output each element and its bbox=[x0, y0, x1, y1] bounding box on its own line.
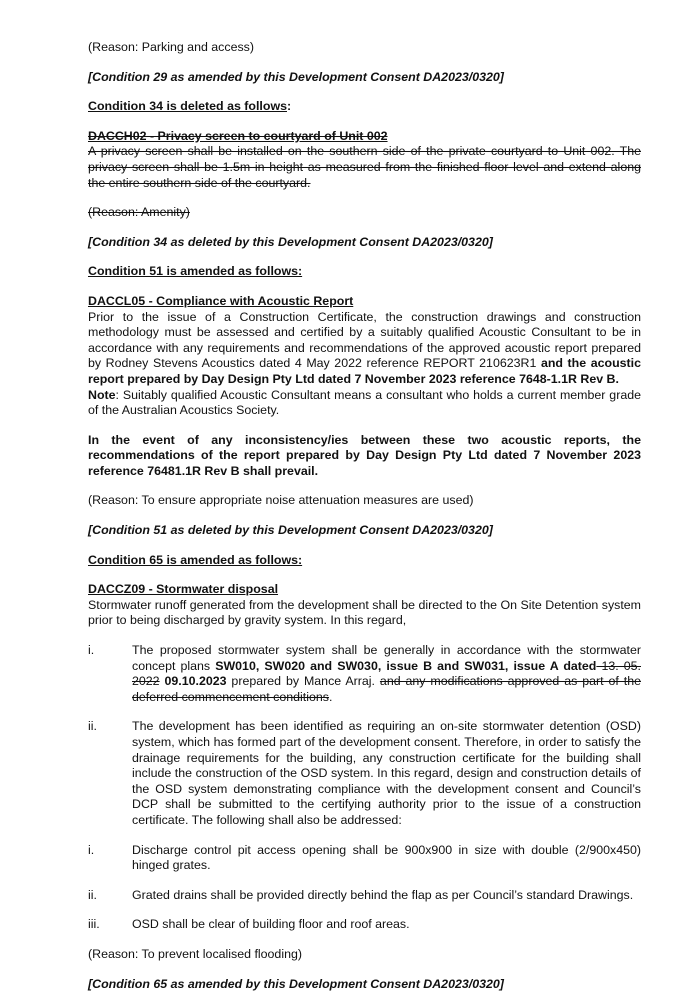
list-item-number: ii. bbox=[88, 887, 97, 902]
inconsistency-clause: In the event of any inconsistency/ies between these two acoustic reports, the recommendations of the report prepared by Day Design Pty Ltd dated 7 November 2023 reference 76481.1R Rev B shall prevail. bbox=[88, 432, 641, 478]
reason-flooding: (Reason: To prevent localised flooding) bbox=[88, 946, 302, 961]
item1-new-date-bold: 09.10.2023 bbox=[164, 674, 227, 689]
note-label: Note bbox=[88, 387, 116, 402]
document-page bbox=[88, 40, 641, 992]
list-item-number: i. bbox=[88, 643, 95, 658]
reason-parking: (Reason: Parking and access) bbox=[88, 40, 254, 54]
item1-plans-bold: SW010, SW020 and SW030, issue B and SW031, issue A dated bbox=[215, 658, 597, 673]
condition-29-amended-note: [Condition 29 as amended by this Development Consent DA2023/0320] bbox=[88, 69, 504, 84]
list-item-ii bbox=[88, 719, 641, 828]
daccl05-body-bold: and the acoustic report prepared by Day Design Pty Ltd dated 7 November 2023 reference 7648-1.1R Rev B. bbox=[88, 356, 641, 386]
sub-item-ii bbox=[88, 888, 641, 904]
condition-65-heading: Condition 65 is amended as follows: bbox=[88, 552, 303, 567]
note-text: : Suitably qualified Acoustic Consultant means a consultant who holds a current member grade of the Australian Acoustics Society. bbox=[88, 387, 641, 418]
condition-51-heading: Condition 51 is amended as follows: bbox=[88, 264, 303, 279]
reason-noise: (Reason: To ensure appropriate noise attenuation measures are used) bbox=[88, 493, 474, 508]
daccl05-title: DACCL05 - Compliance with Acoustic Report bbox=[88, 293, 354, 308]
daccl05-body-text: Prior to the issue of a Construction Certificate, the construction drawings and construction methodology must be assessed and certified by a suitably qualified Acoustic Consultant to be in accordance with any requirements and recommendations of the approved acoustic report prepared by Rodney Stevens Acoustics dated 4 May 2022 reference REPORT 210623R1 bbox=[88, 309, 641, 371]
daccz09-title: DACCZ09 - Stormwater disposal bbox=[88, 582, 279, 597]
item1-end: . bbox=[328, 689, 333, 704]
list-item-text: OSD shall be clear of building floor and roof areas. bbox=[132, 917, 410, 932]
sub-item-i bbox=[88, 843, 641, 874]
item1-deleted-text: and any modifications approved as part of the deferred commencement conditions bbox=[132, 674, 641, 704]
condition-34-heading-text: Condition 34 is deleted as follows bbox=[88, 99, 287, 114]
list-item-number: iii. bbox=[88, 917, 100, 932]
list-item-text bbox=[132, 643, 641, 705]
condition-34-heading-colon: : bbox=[286, 99, 292, 114]
item1-old-date-strike: 13. 05. 2022 bbox=[132, 658, 641, 689]
condition-65-amended-note: [Condition 65 as amended by this Development Consent DA2023/0320] bbox=[88, 976, 504, 991]
daccz09-body: Stormwater runoff generated from the development shall be directed to the On Site Detention system prior to being discharged by gravity system. In this regard, bbox=[88, 597, 641, 628]
dacch02-body: A privacy screen shall be installed on the southern side of the private courtyard to Unit 002. The privacy screen shall be 1.5m in height as measured from the finished floor level and extend along the entire southern side of the courtyard. bbox=[88, 144, 641, 190]
daccl05-body bbox=[88, 310, 641, 388]
daccl05-note bbox=[88, 388, 641, 419]
list-item-number: i. bbox=[88, 842, 95, 857]
condition-34-heading bbox=[88, 99, 641, 115]
condition-51-deleted-note: [Condition 51 as deleted by this Development Consent DA2023/0320] bbox=[88, 523, 493, 538]
list-item-number: ii. bbox=[88, 719, 97, 734]
list-item-i bbox=[88, 643, 641, 705]
dacch02-title: DACCH02 - Privacy screen to courtyard of Unit 002 bbox=[88, 128, 388, 143]
list-item-text: Discharge control pit access opening shall be 900x900 in size with double (2/900x450) hinged grates. bbox=[132, 842, 641, 873]
item1-text-b: prepared by Mance Arraj. bbox=[226, 674, 380, 689]
reason-amenity: (Reason: Amenity) bbox=[88, 205, 190, 220]
condition-34-deleted-note: [Condition 34 as deleted by this Development Consent DA2023/0320] bbox=[88, 234, 493, 249]
item1-text-a: The proposed stormwater system shall be generally in accordance with the stormwater concept plans bbox=[132, 643, 641, 673]
list-item-text: The development has been identified as requiring an on-site stormwater detention (OSD) system, which has formed part of the development consent. Therefore, in order to satisfy the drainage requirements for the building, any construction certificate for the building shall include the construction of the OSD system. In this regard, design and construction details of the OSD system demonstrating compliance with the development consent and Council’s DCP shall be submitted to the certifying authority prior to the issue of a construction certificate. The following shall also be addressed: bbox=[132, 719, 641, 827]
list-item-text: Grated drains shall be provided directly behind the flap as per Council’s standard Drawings. bbox=[132, 887, 634, 902]
sub-item-iii bbox=[88, 917, 641, 933]
